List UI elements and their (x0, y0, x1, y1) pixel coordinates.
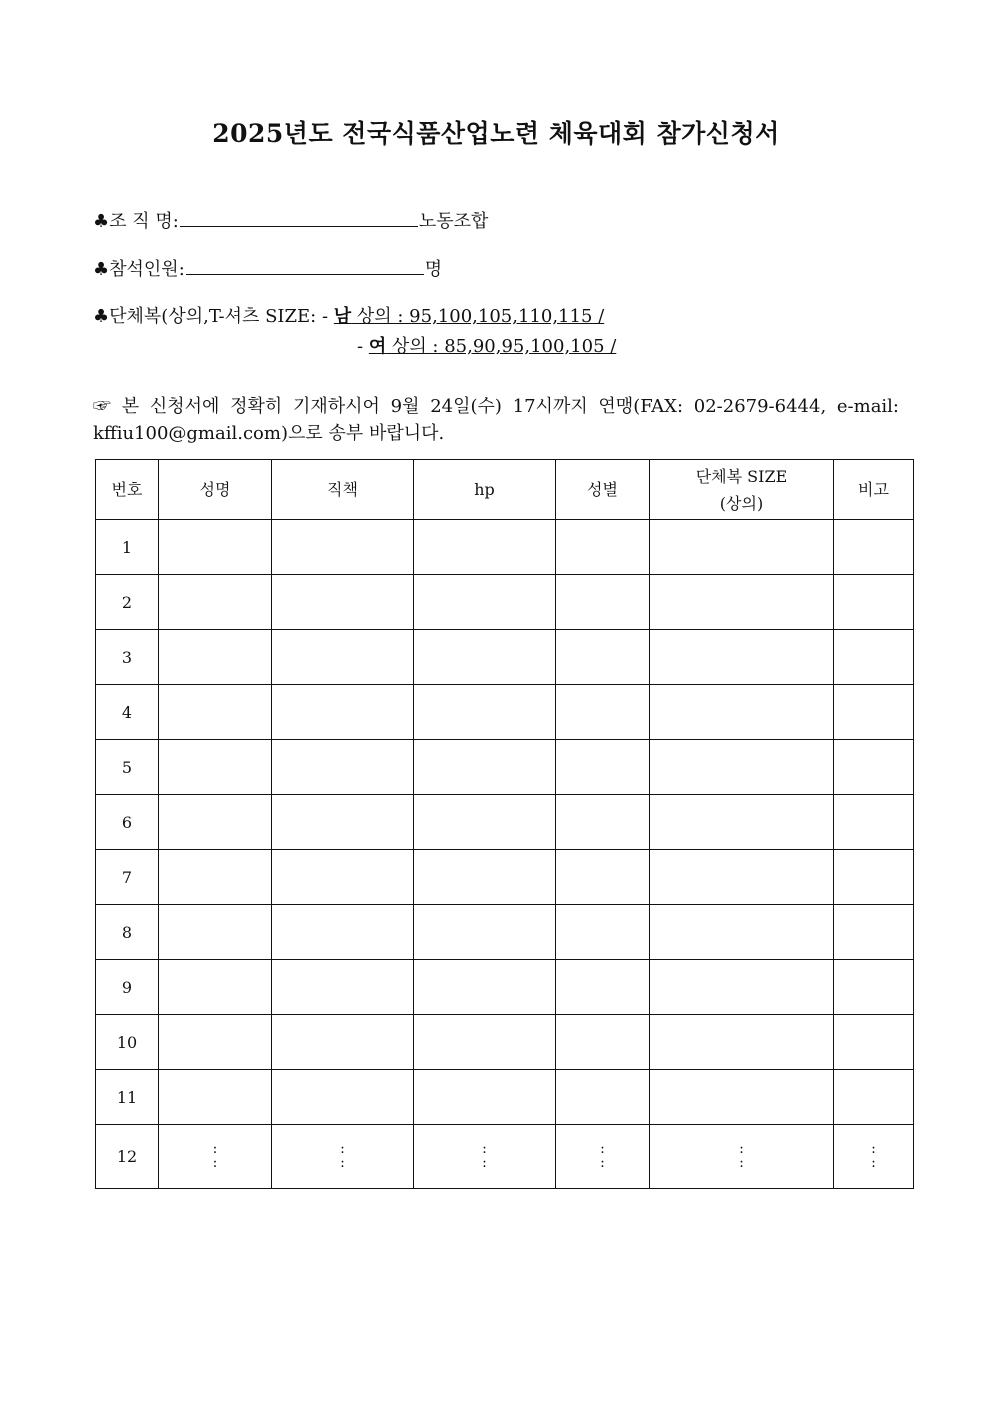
cell-note[interactable] (834, 1070, 914, 1125)
row-number: 6 (96, 795, 159, 850)
cell-size[interactable] (650, 1070, 834, 1125)
female-gender: 여 (368, 336, 387, 357)
table-row (96, 575, 914, 630)
attendees-suffix: 명 (424, 259, 443, 280)
cell-hp[interactable] (414, 740, 556, 795)
cell-gender[interactable] (556, 1015, 650, 1070)
cell-gender[interactable] (556, 795, 650, 850)
uniform-size-female (357, 332, 616, 358)
cell-hp[interactable] (414, 960, 556, 1015)
cell-note[interactable] (834, 630, 914, 685)
table-row (96, 520, 914, 575)
cell-size[interactable] (650, 1015, 834, 1070)
female-dash: - (357, 336, 369, 357)
ellipsis-mark: : : (871, 1141, 876, 1171)
cell-note[interactable] (834, 1015, 914, 1070)
organization-suffix: 노동조합 (418, 211, 489, 232)
organization-input[interactable] (180, 208, 418, 227)
header-note: 비고 (834, 460, 914, 520)
cell-hp[interactable] (414, 1015, 556, 1070)
male-gender: 남 (333, 306, 352, 327)
cell-position[interactable] (272, 520, 414, 575)
cell-hp[interactable] (414, 630, 556, 685)
cell-position[interactable] (272, 795, 414, 850)
cell-position[interactable] (272, 1125, 414, 1189)
cell-note[interactable] (834, 575, 914, 630)
header-hp: hp (414, 460, 556, 520)
ellipsis-mark: : : (739, 1141, 744, 1171)
row-number: 7 (96, 850, 159, 905)
attendees-input[interactable] (186, 256, 424, 275)
header-size (650, 460, 834, 520)
cell-name[interactable] (159, 850, 272, 905)
cell-name[interactable] (159, 795, 272, 850)
table-row (96, 630, 914, 685)
cell-gender[interactable] (556, 850, 650, 905)
cell-position[interactable] (272, 960, 414, 1015)
cell-position[interactable] (272, 630, 414, 685)
cell-name[interactable] (159, 960, 272, 1015)
cell-position[interactable] (272, 685, 414, 740)
cell-gender[interactable] (556, 905, 650, 960)
header-name: 성명 (159, 460, 272, 520)
cell-size[interactable] (650, 575, 834, 630)
table-row (96, 1070, 914, 1125)
uniform-label: ♣단체복(상의,T-셔츠 SIZE: (93, 306, 322, 327)
row-number: 1 (96, 520, 159, 575)
cell-name[interactable] (159, 685, 272, 740)
cell-note[interactable] (834, 850, 914, 905)
cell-gender[interactable] (556, 575, 650, 630)
cell-gender[interactable] (556, 630, 650, 685)
cell-hp[interactable] (414, 850, 556, 905)
organization-field (93, 207, 488, 233)
cell-hp[interactable] (414, 1125, 556, 1189)
cell-hp[interactable] (414, 905, 556, 960)
table-row (96, 740, 914, 795)
ellipsis-mark: : : (600, 1141, 605, 1171)
cell-hp[interactable] (414, 685, 556, 740)
cell-size[interactable] (650, 1125, 834, 1189)
male-size-info (334, 306, 604, 327)
cell-position[interactable] (272, 1015, 414, 1070)
uniform-size-male (93, 302, 604, 328)
header-size-line1: 단체복 SIZE (695, 466, 788, 486)
cell-name[interactable] (159, 1070, 272, 1125)
cell-gender[interactable] (556, 1070, 650, 1125)
page-title: 2025년도 전국식품산업노련 체육대회 참가신청서 (212, 119, 780, 148)
female-size-info (369, 336, 617, 357)
cell-name[interactable] (159, 630, 272, 685)
female-sizes: 상의 : 85,90,95,100,105 / (386, 336, 617, 357)
cell-note[interactable] (834, 1125, 914, 1189)
row-number: 11 (96, 1070, 159, 1125)
cell-size[interactable] (650, 795, 834, 850)
table-row (96, 850, 914, 905)
cell-position[interactable] (272, 1070, 414, 1125)
attendees-field (93, 255, 442, 281)
cell-name[interactable] (159, 740, 272, 795)
cell-note[interactable] (834, 740, 914, 795)
cell-note[interactable] (834, 960, 914, 1015)
row-number: 9 (96, 960, 159, 1015)
cell-note[interactable] (834, 905, 914, 960)
cell-name[interactable] (159, 575, 272, 630)
cell-name[interactable] (159, 1125, 272, 1189)
cell-name[interactable] (159, 905, 272, 960)
row-number: 8 (96, 905, 159, 960)
table-row (96, 685, 914, 740)
header-size-line2: (상의) (719, 493, 764, 513)
cell-size[interactable] (650, 630, 834, 685)
table-row (96, 960, 914, 1015)
cell-name[interactable] (159, 1015, 272, 1070)
row-number: 10 (96, 1015, 159, 1070)
participant-table (95, 459, 914, 1189)
cell-hp[interactable] (414, 520, 556, 575)
ellipsis-mark: : : (340, 1141, 345, 1171)
cell-size[interactable] (650, 740, 834, 795)
header-position: 직책 (272, 460, 414, 520)
attendees-label: ♣참석인원: (93, 259, 185, 280)
cell-gender[interactable] (556, 685, 650, 740)
row-number: 2 (96, 575, 159, 630)
row-number: 4 (96, 685, 159, 740)
cell-size[interactable] (650, 520, 834, 575)
row-number: 5 (96, 740, 159, 795)
cell-gender[interactable] (556, 520, 650, 575)
cell-position[interactable] (272, 575, 414, 630)
table-row (96, 1015, 914, 1070)
cell-gender[interactable] (556, 960, 650, 1015)
cell-position[interactable] (272, 905, 414, 960)
header-no: 번호 (96, 460, 159, 520)
table-row (96, 795, 914, 850)
cell-size[interactable] (650, 960, 834, 1015)
cell-gender[interactable] (556, 1125, 650, 1189)
submission-notice: ☞ 본 신청서에 정확히 기재하시어 9월 24일(수) 17시까지 연맹(FAX: 02-2679-6444, e-mail: kffiu100@gmail.com)으로 송부 바랍니다. (93, 396, 899, 444)
cell-size[interactable] (650, 685, 834, 740)
table-header-row (96, 460, 914, 520)
cell-hp[interactable] (414, 1070, 556, 1125)
organization-label: ♣조 직 명: (93, 211, 179, 232)
ellipsis-mark: : : (212, 1141, 218, 1171)
table-row (96, 905, 914, 960)
cell-note[interactable] (834, 685, 914, 740)
row-number: 3 (96, 630, 159, 685)
cell-size[interactable] (650, 850, 834, 905)
cell-gender[interactable] (556, 740, 650, 795)
ellipsis-mark: : : (482, 1141, 487, 1171)
header-gender: 성별 (556, 460, 650, 520)
cell-hp[interactable] (414, 575, 556, 630)
table-row (96, 1125, 914, 1189)
cell-position[interactable] (272, 740, 414, 795)
cell-position[interactable] (272, 850, 414, 905)
cell-note[interactable] (834, 520, 914, 575)
cell-hp[interactable] (414, 795, 556, 850)
cell-name[interactable] (159, 520, 272, 575)
cell-size[interactable] (650, 905, 834, 960)
cell-note[interactable] (834, 795, 914, 850)
male-sizes: 상의 : 95,100,105,110,115 / (351, 306, 605, 327)
male-dash: - (321, 306, 334, 327)
row-number: 12 (96, 1125, 159, 1189)
